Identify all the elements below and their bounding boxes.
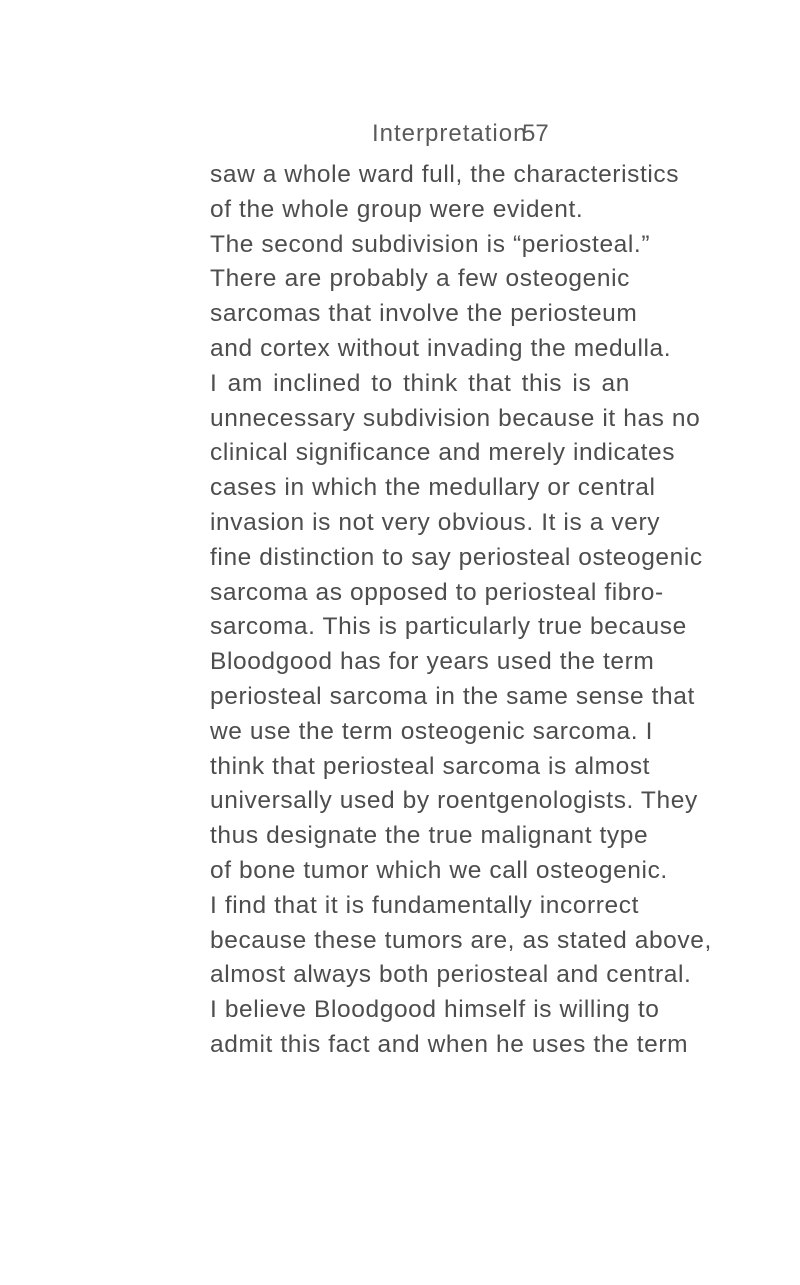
text-line: thus designate the true malignant type (210, 822, 649, 850)
text-line: we use the term osteogenic sarcoma. I (210, 717, 653, 745)
text-line: sarcoma as opposed to periosteal fibro- (210, 578, 664, 606)
text-line: clinical significance and merely indicates (210, 439, 676, 467)
text-line: unnecessary subdivision because it has no (210, 404, 701, 432)
text-line: There are probably a few osteogenic (210, 265, 630, 293)
text-line: invasion is not very obvious. It is a very (210, 508, 661, 536)
text-line: sarcomas that involve the periosteum (210, 300, 638, 328)
text-line: periosteal sarcoma in the same sense that (210, 682, 695, 710)
text-line: I believe Bloodgood himself is willing to (210, 996, 660, 1024)
text-line: The second subdivision is “periosteal.” (210, 230, 651, 258)
text-line: because these tumors are, as stated above, (210, 926, 712, 954)
running-title: Interpretation (372, 120, 528, 147)
text-line: sarcoma. This is particularly true because (210, 613, 687, 641)
text-line: admit this fact and when he uses the term (210, 1030, 689, 1058)
body-text (210, 158, 712, 1063)
running-head (0, 120, 800, 152)
text-line: think that periosteal sarcoma is almost (210, 752, 651, 780)
text-line: fine distinction to say periosteal osteogenic (210, 543, 703, 571)
page-number: 57 (522, 120, 549, 147)
text-line: of bone tumor which we call osteogenic. (210, 856, 668, 884)
text-line: I find that it is fundamentally incorrect (210, 891, 640, 919)
text-line: saw a whole ward full, the characteristics (210, 161, 680, 188)
text-line: of the whole group were evident. (210, 195, 584, 223)
text-line: and cortex without invading the medulla. (210, 334, 672, 362)
text-line: Bloodgood has for years used the term (210, 648, 655, 676)
text-line: almost always both periosteal and central. (210, 961, 692, 989)
text-line: cases in which the medullary or central (210, 474, 656, 502)
text-line: universally used by roentgenologists. They (210, 787, 698, 815)
text-line: I am inclined to think that this is an (210, 369, 630, 397)
